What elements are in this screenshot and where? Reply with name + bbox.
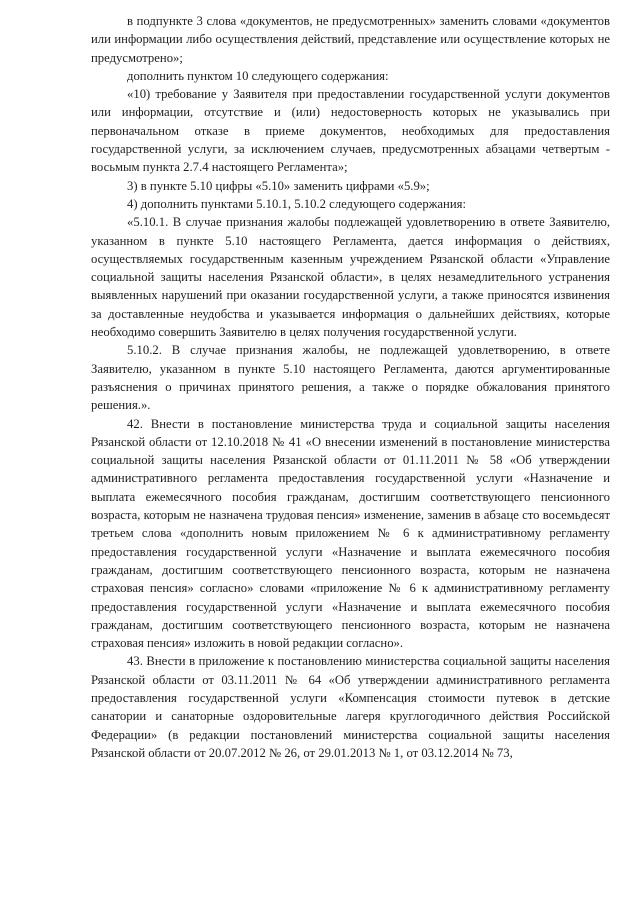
paragraph: 42. Внести в постановление министерства труда и социальной защиты населения Рязанской области от 12.10.2018 № 41 «О внесении изменений в постановление министерства социальной защиты населения Рязанской области от 01.11.2011 № 58 «Об утверждении административного регламента предоставления государственной услуги «Назначение и выплата ежемесячного пособия гражданам, достигшим соответствующего пенсионного возраста, которым не назначена трудовая пенсия» изменение, заменив в абзаце сто восемьдесят третьем слова «дополнить новым приложением № 6 к административному регламенту предоставления государственной услуги «Назначение и выплата ежемесячного пособия гражданам, достигшим соответствующего пенсионного возраста, которым не назначена страховая пенсия» согласно» словами «приложение № 6 к административному регламенту предоставления государственной услуги «Назначение и выплата ежемесячного пособия гражданам, достигшим соответствующего пенсионного возраста, которым не назначена страховая пенсия» изложить в новой редакции согласно». [91,416,610,651]
paragraph: в подпункте 3 слова «документов, не предусмотренных» заменить словами «документов или информации либо осуществления действий, представление или осуществление которых не предусмотрено»; [91,14,610,65]
paragraph: дополнить пунктом 10 следующего содержания: [127,68,389,83]
paragraph: 5.10.2. В случае признания жалобы, не подлежащей удовлетворению, в ответе Заявителю, указанном в пункте 5.10 настоящего Регламента, даются аргументированные разъяснения о причинах принятого решения, а также о порядке обжалования принятого решения.». [91,343,610,413]
paragraph: 3) в пункте 5.10 цифры «5.10» заменить цифрами «5.9»; [127,178,430,193]
paragraph: «10) требование у Заявителя при предоставлении государственной услуги документов или информации, отсутствие и (или) недостоверность которых не указывались при первоначальном отказе в приеме документов, необходимых для предоставления государственной услуги, за исключением случаев, предусмотренных абзацами четвертым - восьмым пункта 2.7.4 настоящего Регламента»; [91,87,610,175]
paragraph: 4) дополнить пунктами 5.10.1, 5.10.2 следующего содержания: [127,196,466,211]
paragraph: «5.10.1. В случае признания жалобы подлежащей удовлетворению в ответе Заявителю, указанном в пункте 5.10 настоящего Регламента, дается информация о действиях, осуществляемых государственным казенным учреждением Рязанской области «Управление социальной защиты населения Рязанской области», в целях незамедлительного устранения выявленных нарушений при оказании государственной услуги, а также приносятся извинения за доставленные неудобства и указывается информация о дальнейших действиях, которые необходимо совершить Заявителю в целях получения государственной услуги. [91,215,610,340]
document-page [91,12,610,762]
paragraph: 43. Внести в приложение к постановлению министерства социальной защиты населения Рязанской области от 03.11.2011 № 64 «Об утверждении административного регламента предоставления государственной услуги «Компенсация стоимости путевок в детские санатории и санаторные оздоровительные лагеря круглогодичного действия Российской Федерации» (в редакции постановлений министерства социальной защиты населения Рязанской области от 20.07.2012 № 26, от 29.01.2013 № 1, от 03.12.2014 № 73, [91,654,610,760]
